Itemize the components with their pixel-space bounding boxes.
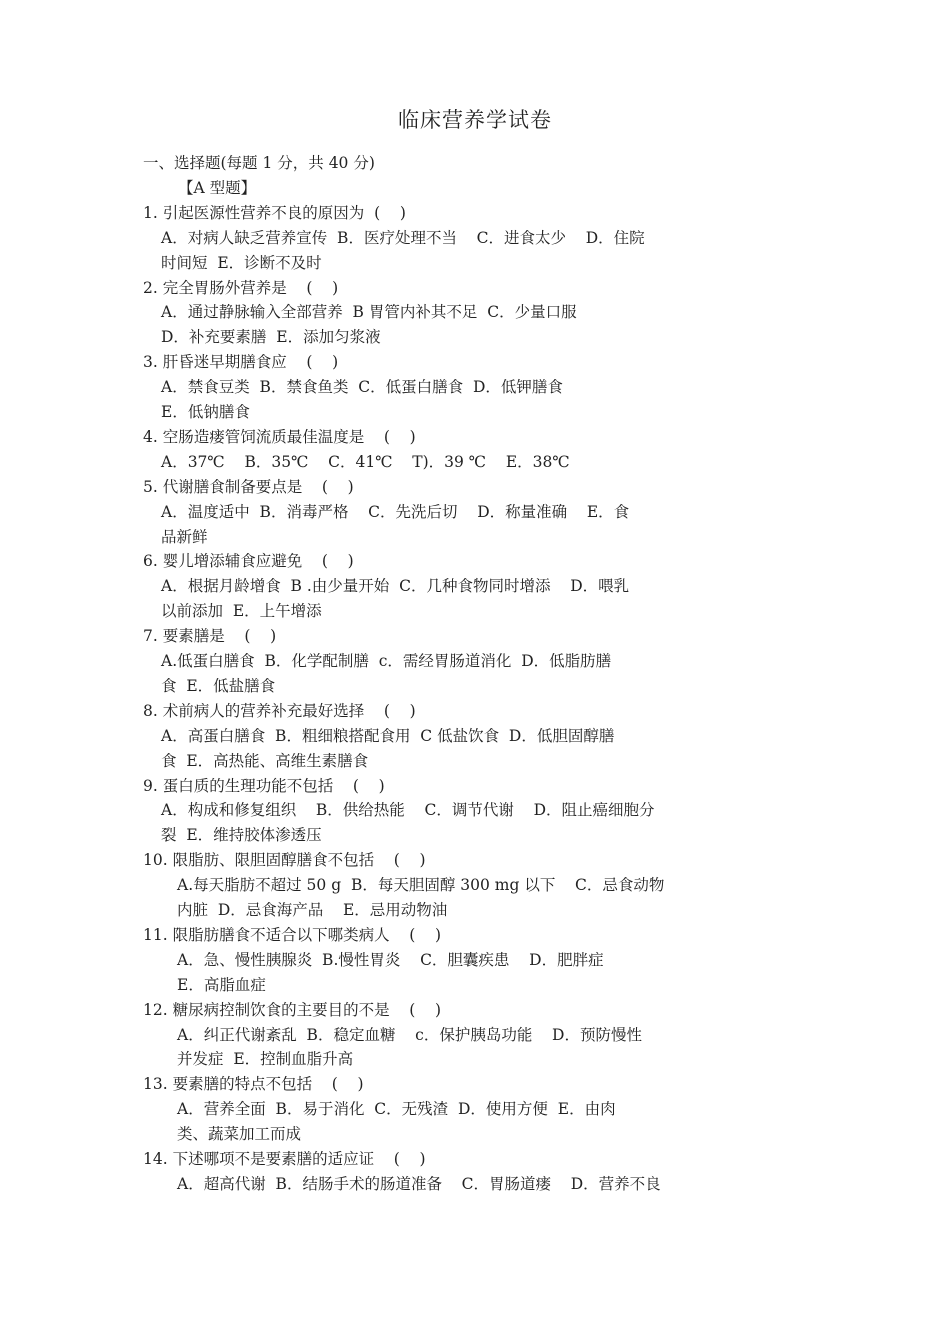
question-options: A．构成和修复组织 B．供给热能 C．调节代谢 D．阻止癌细胞分 — [161, 801, 655, 820]
question-options: A．禁食豆类 B．禁食鱼类 C．低蛋白膳食 D．低钾膳食 — [161, 378, 563, 397]
question-stem: 2. 完全胃肠外营养是 ( ) — [143, 278, 339, 297]
question-options: A．37℃ B．35℃ C．41℃ T)．39 ℃ E．38℃ — [161, 452, 570, 471]
question-options: E．高脂血症 — [177, 975, 266, 994]
question-stem: 4. 空肠造瘘管饲流质最佳温度是 ( ) — [143, 427, 416, 446]
question-stem: 13. 要素膳的特点不包括 ( ) — [143, 1075, 364, 1094]
question-options: 并发症 E．控制血脂升高 — [177, 1050, 354, 1069]
question-stem: 11. 限脂肪膳食不适合以下哪类病人 ( ) — [143, 925, 442, 944]
question-stem: 12. 糖尿病控制饮食的主要目的不是 ( ) — [143, 1000, 442, 1019]
section-heading: 一、选择题(每题 1 分，共 40 分) — [143, 154, 375, 172]
question-options: A．急、慢性胰腺炎 B.慢性胃炎 C．胆囊疾患 D．肥胖症 — [177, 950, 604, 969]
question-options: A.每天脂肪不超过 50 g B．每天胆固醇 300 mg 以下 C．忌食动物 — [177, 876, 665, 895]
question-stem: 6. 婴儿增添辅食应避免 ( ) — [143, 552, 354, 571]
question-stem: 14. 下述哪项不是要素膳的适应证 ( ) — [143, 1150, 426, 1168]
question-options: A．根据月龄增食 B .由少量开始 C．几种食物同时增添 D．喂乳 — [161, 577, 630, 596]
question-stem: 1. 引起医源性营养不良的原因为 ( ) — [143, 203, 406, 222]
question-stem: 3. 肝昏迷早期膳食应 ( ) — [143, 353, 339, 372]
question-options: 以前添加 E．上午增添 — [161, 602, 322, 621]
question-options: A．营养全面 B．易于消化 C．无残渣 D．使用方便 E．由肉 — [177, 1100, 616, 1119]
question-options: A．对病人缺乏营养宣传 B．医疗处理不当 C．进食太少 D．住院 — [161, 228, 645, 247]
subsection-heading: 【A 型题】 — [178, 178, 257, 197]
question-options: 内脏 D．忌食海产品 E．忌用动物油 — [177, 901, 448, 919]
question-options: A．纠正代谢紊乱 B．稳定血糖 c．保护胰岛功能 D．预防慢性 — [177, 1025, 642, 1044]
question-options: 类、蔬菜加工而成 — [177, 1125, 302, 1144]
question-options: 品新鲜 — [161, 527, 208, 546]
question-stem: 8. 术前病人的营养补充最好选择 ( ) — [143, 701, 416, 720]
question-options: 食 E．低盐膳食 — [161, 676, 276, 695]
question-options: A.低蛋白膳食 B．化学配制膳 c．需经胃肠道消化 D．低脂肪膳 — [161, 652, 612, 670]
question-options: D．补充要素膳 E．添加匀浆液 — [161, 328, 381, 347]
question-stem: 9. 蛋白质的生理功能不包括 ( ) — [143, 776, 385, 795]
question-options: A．超高代谢 B．结肠手术的肠道准备 C．胃肠道瘘 D．营养不良 — [177, 1174, 661, 1193]
question-stem: 5. 代谢膳食制备要点是 ( ) — [143, 477, 354, 496]
question-options: A．通过静脉输入全部营养 B 胃管内补其不足 C．少量口服 — [161, 303, 577, 322]
question-options: 食 E．高热能、高维生素膳食 — [161, 751, 369, 770]
question-stem: 10. 限脂肪、限胆固醇膳食不包括 ( ) — [143, 851, 426, 870]
question-stem: 7. 要素膳是 ( ) — [143, 627, 277, 646]
page-title: 临床营养学试卷 — [398, 108, 552, 132]
question-options: 裂 E．维持胶体渗透压 — [161, 826, 322, 845]
question-options: 时间短 E．诊断不及时 — [161, 253, 322, 272]
question-options: E．低钠膳食 — [161, 403, 250, 421]
question-options: A．高蛋白膳食 B．粗细粮搭配食用 C 低盐饮食 D．低胆固醇膳 — [161, 726, 615, 745]
question-options: A．温度适中 B．消毒严格 C．先洗后切 D．称量准确 E．食 — [161, 502, 630, 521]
